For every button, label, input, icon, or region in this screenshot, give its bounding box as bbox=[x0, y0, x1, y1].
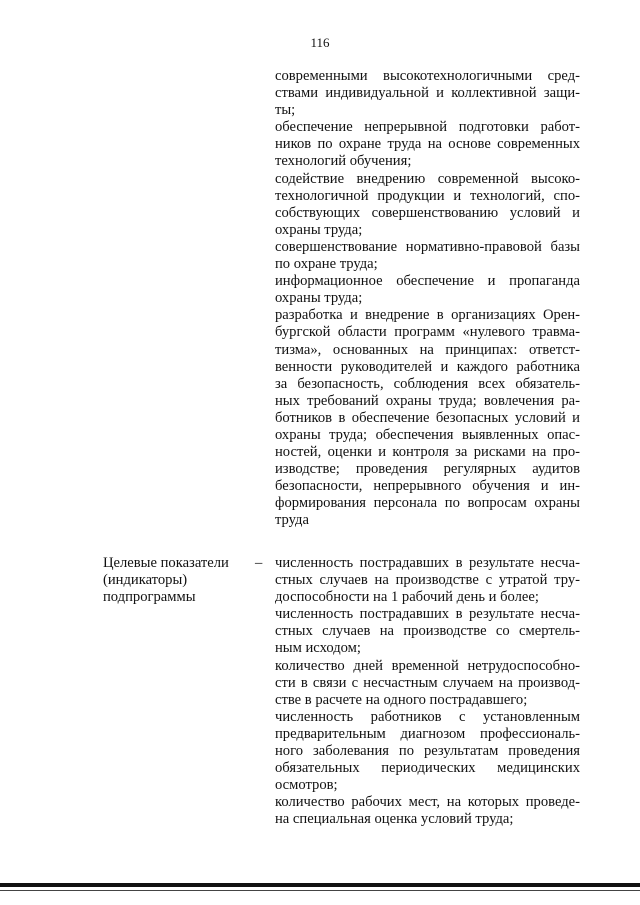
indicator-line: осмотров; bbox=[275, 777, 338, 794]
text-line: за безопасность, соблюдения всех обязатель- bbox=[275, 375, 580, 392]
indicator-line: количество дней временной нетрудоспособно- bbox=[275, 657, 580, 674]
text-line: технологий обучения; bbox=[275, 153, 412, 170]
text-line: труда bbox=[275, 512, 309, 529]
label-dash: – bbox=[255, 555, 263, 571]
text-line: безопасности, непрерывного обучения и ин- bbox=[275, 478, 580, 495]
text-line: охраны труда; bbox=[275, 221, 363, 238]
text-line: бургской области программ «нулевого травма- bbox=[275, 324, 580, 341]
text-line: ты; bbox=[275, 102, 296, 119]
text-line: охраны труда; обеспечения выявленных опас- bbox=[275, 426, 580, 443]
text-line: ботников в обеспечение безопасных условий и bbox=[275, 409, 580, 426]
text-line: формирования персонала по вопросам охраны bbox=[275, 495, 580, 512]
text-line: охраны труда; bbox=[275, 290, 363, 307]
text-line: информационное обеспечение и пропаганда bbox=[275, 273, 580, 290]
indicator-line: количество рабочих мест, на которых проведе- bbox=[275, 794, 580, 811]
section-label-line: (индикаторы) bbox=[103, 572, 188, 589]
text-line: изводстве; проведения регулярных аудитов bbox=[275, 461, 580, 478]
indicator-line: стве в расчете на одного пострадавшего; bbox=[275, 691, 528, 708]
indicator-line: численность пострадавших в результате несча- bbox=[275, 606, 580, 623]
text-line: по охране труда; bbox=[275, 256, 378, 273]
text-line: ных требований охраны труда; вовлечения ра- bbox=[275, 392, 580, 409]
text-line: современными высокотехнологичными сред- bbox=[275, 68, 580, 84]
footer-rule-thick bbox=[0, 883, 640, 887]
text-line: венности руководителей и каждого работника bbox=[275, 358, 580, 375]
indicator-line: обязательных периодических медицинских bbox=[275, 760, 580, 777]
section-label-line: подпрограммы bbox=[103, 589, 196, 606]
text-line: совершенствование нормативно-правовой базы bbox=[275, 238, 580, 255]
text-line: разработка и внедрение в организациях Орен- bbox=[275, 307, 580, 324]
indicator-line: стных случаев на производстве с утратой тру- bbox=[275, 572, 580, 589]
section-label-line: Целевые показатели bbox=[103, 555, 229, 571]
text-line: ностей, оценки и контроля за рисками на про- bbox=[275, 444, 580, 461]
page-number: 116 bbox=[310, 35, 330, 50]
text-line: обеспечение непрерывной подготовки работ- bbox=[275, 119, 580, 136]
indicator-line: ного заболевания по результатам проведения bbox=[275, 743, 580, 760]
text-line: тизма», основанных на принципах: ответст- bbox=[275, 341, 580, 358]
text-line: ствами индивидуальной и коллективной защи- bbox=[275, 85, 580, 102]
footer-rule-thin bbox=[0, 890, 640, 891]
indicator-line: стных случаев на производстве со смертель- bbox=[275, 623, 580, 640]
indicator-line: ным исходом; bbox=[275, 640, 361, 657]
text-line: технологичной продукции и технологий, спо- bbox=[275, 187, 580, 204]
indicator-line: доспособности на 1 рабочий день и более; bbox=[275, 589, 539, 606]
text-line: ников по охране труда на основе современных bbox=[275, 136, 580, 153]
indicators-text-block bbox=[275, 555, 580, 829]
section-label bbox=[103, 555, 263, 606]
text-line: содействие внедрению современной высоко- bbox=[275, 170, 580, 187]
measures-text-block bbox=[275, 68, 580, 530]
text-line: собствующих совершенствованию условий и bbox=[275, 204, 580, 221]
indicator-line: численность работников с установленным bbox=[275, 708, 580, 725]
indicator-line: сти в связи с несчастным случаем на производ- bbox=[275, 674, 580, 691]
indicator-line: на специальная оценка условий труда; bbox=[275, 811, 514, 828]
indicator-line: предварительным диагнозом профессиональ- bbox=[275, 725, 580, 742]
indicator-line: численность пострадавших в результате несча- bbox=[275, 555, 580, 571]
